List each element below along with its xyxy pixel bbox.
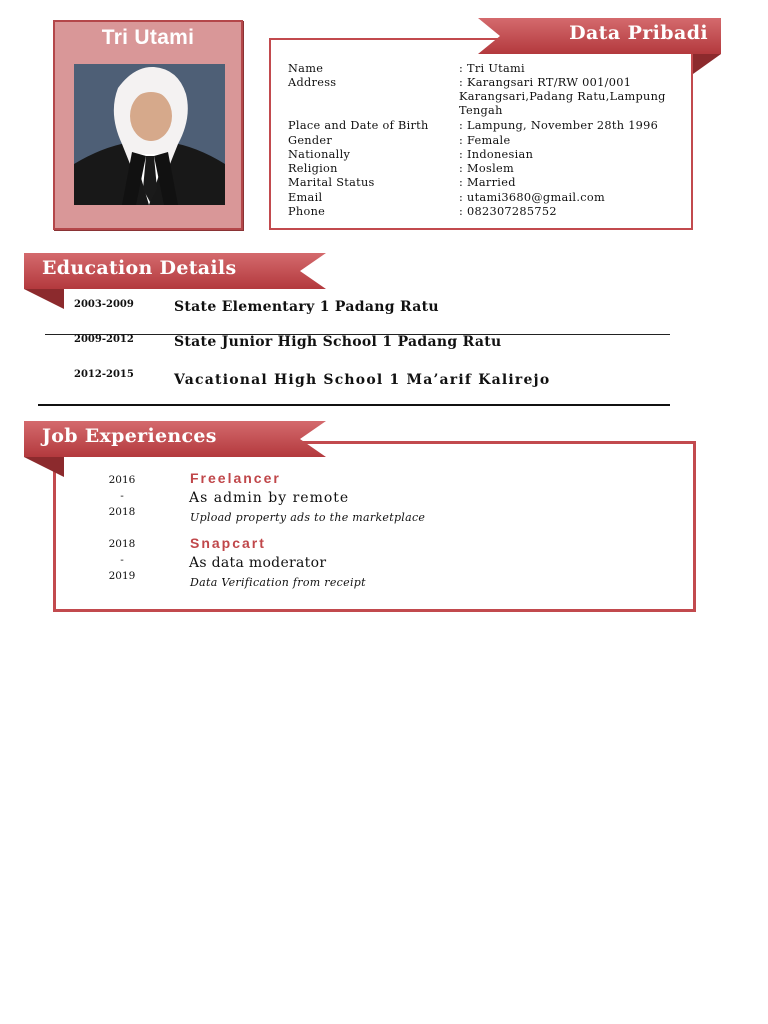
job-description: Data Verification from receipt [190, 576, 366, 589]
job-dash: - [120, 490, 124, 502]
ribbon-fold [693, 54, 721, 74]
info-value: : Female [459, 134, 511, 147]
profile-photo [74, 64, 225, 205]
job-description: Upload property ads to the marketplace [190, 511, 426, 524]
job-end-year: 2019 [108, 570, 136, 582]
job-experiences-box [53, 441, 696, 612]
info-label: Gender [288, 134, 333, 147]
personal-data-title: Data Pribadi [569, 22, 708, 44]
info-value: : Indonesian [459, 148, 534, 161]
job-role: As data moderator [189, 555, 327, 571]
info-label: Religion [288, 162, 338, 175]
info-label: Email [288, 191, 323, 204]
job-company: Snapcart [190, 535, 266, 551]
info-value: : Married [459, 176, 516, 189]
job-company: Freelancer [190, 470, 281, 486]
info-label: Marital Status [288, 176, 375, 189]
job-period [102, 472, 142, 520]
education-years: 2009-2012 [74, 334, 134, 345]
education-school: Vacational High School 1 Ma’arif Kalirejo [174, 372, 551, 388]
education-years: 2012-2015 [74, 369, 134, 380]
education-title: Education Details [42, 257, 237, 279]
job-start-year: 2016 [108, 474, 136, 486]
ribbon-fold [24, 457, 64, 477]
info-value: : Tri Utami [459, 62, 525, 75]
info-label: Place and Date of Birth [288, 119, 429, 132]
job-role: As admin by remote [189, 490, 350, 506]
info-value: : Moslem [459, 162, 514, 175]
job-start-year: 2018 [108, 538, 136, 550]
education-school: State Junior High School 1 Padang Ratu [174, 334, 502, 350]
email-value[interactable]: : utami3680@gmail.com [459, 191, 605, 204]
profile-name: Tri Utami [101, 26, 195, 49]
phone-value: : 082307285752 [459, 205, 557, 218]
education-years: 2003-2009 [74, 299, 134, 310]
info-value: : Lampung, November 28th 1996 [459, 119, 659, 132]
info-label: Nationally [288, 148, 351, 161]
info-value: : Karangsari RT/RW 001/001 Karangsari,Padang Ratu,Lampung Tengah [459, 76, 666, 117]
ribbon-fold [24, 289, 64, 309]
job-dash: - [120, 554, 124, 566]
profile-card [53, 20, 243, 230]
info-label: Name [288, 62, 324, 75]
info-label: Address [288, 76, 337, 89]
person-portrait-icon [74, 64, 225, 205]
education-school: State Elementary 1 Padang Ratu [174, 299, 439, 315]
job-title: Job Experiences [42, 425, 217, 447]
job-period [102, 536, 142, 584]
job-end-year: 2018 [108, 506, 136, 518]
info-label: Phone [288, 205, 326, 218]
divider [38, 404, 670, 406]
